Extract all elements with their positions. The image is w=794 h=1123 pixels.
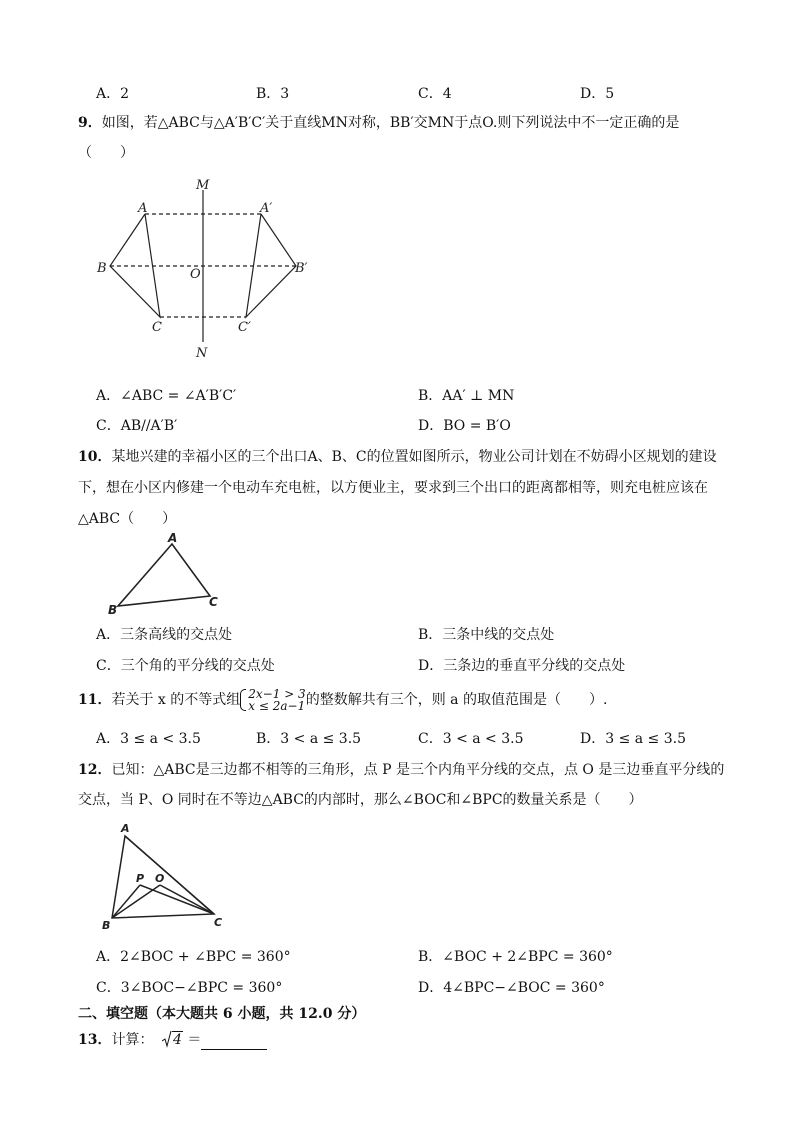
q8-option-a: A．2 xyxy=(96,86,130,102)
q11-suffix: 的整数解共有三个，则 a 的取值范围是（ ）. xyxy=(305,692,608,708)
q12-stem-line2: 交点，当 P、O 同时在不等边△ABC的内部时，那么∠BOC和∠BPC的数量关系是（ ） xyxy=(78,792,643,808)
q11-prefix: 若关于 x 的不等式组 xyxy=(111,692,241,708)
q9-paren: （ ） xyxy=(78,145,134,161)
q13-answer-blank[interactable] xyxy=(201,1035,267,1050)
q10-number: 10． xyxy=(78,449,112,465)
q9-figure xyxy=(90,172,330,364)
q12-label-o: O xyxy=(155,872,165,885)
q9-label-a: A xyxy=(138,201,148,216)
q9-option-d: D．BO = B′O xyxy=(418,418,511,434)
q12-line-pc xyxy=(140,885,214,914)
q10-triangle-abc xyxy=(118,544,210,606)
q8-option-d: D．5 xyxy=(580,86,615,102)
q12-label-c: C xyxy=(214,916,223,929)
section-2-title: 二、填空题（本大题共 6 小题，共 12.0 分） xyxy=(78,1006,366,1022)
q9-text: 如图，若△ABC与△A′B′C′关于直线MN对称，BB′交MN于点O.则下列说法中不一定正确的是 xyxy=(101,115,680,131)
q10-label-a: A xyxy=(168,532,178,545)
q12-text-line1: 已知：△ABC是三边都不相等的三角形，点 P 是三个内角平分线的交点，点 O 是三边垂直平分线的 xyxy=(111,762,725,778)
q13-prefix: 计算： xyxy=(111,1032,154,1048)
q10-option-b: B．三条中线的交点处 xyxy=(418,627,555,643)
q9-label-b: B xyxy=(97,261,107,276)
q9-label-c2: C′ xyxy=(238,320,251,335)
q13-stem xyxy=(78,1030,267,1050)
q10-option-c: C．三个角的平分线的交点处 xyxy=(96,658,275,674)
q12-number: 12． xyxy=(78,762,112,778)
q11-option-d: D．3 ≤ a ≤ 3.5 xyxy=(580,731,687,747)
q11-inequality-2: x ≤ 2a−1 xyxy=(248,699,306,713)
q10-figure xyxy=(100,532,230,618)
q13-sqrt xyxy=(162,1030,183,1050)
q8-option-c: C．4 xyxy=(418,86,452,102)
q11-option-a: A．3 ≤ a < 3.5 xyxy=(96,731,201,747)
q13-number: 13． xyxy=(78,1032,112,1048)
q12-figure xyxy=(98,820,233,932)
q10-stem-line2: 下，想在小区内修建一个电动车充电桩，以方便业主，要求到三个出口的距离都相等，则充电桩应该在 xyxy=(78,480,708,496)
q12-label-b: B xyxy=(102,919,111,932)
q13-equals: ＝ xyxy=(187,1032,202,1048)
q12-option-d: D．4∠BPC−∠BOC = 360° xyxy=(418,980,605,996)
q11-number: 11． xyxy=(78,692,112,708)
q12-option-c: C．3∠BOC−∠BPC = 360° xyxy=(96,980,283,996)
q11-option-b: B．3 < a ≤ 3.5 xyxy=(256,731,362,747)
q11-inequality-system xyxy=(240,688,305,712)
q10-option-a: A．三条高线的交点处 xyxy=(96,627,233,643)
sqrt-symbol-icon xyxy=(162,1030,172,1048)
q9-label-c: C xyxy=(152,320,162,335)
q12-option-a: A．2∠BOC + ∠BPC = 360° xyxy=(96,949,291,965)
q9-option-a: A．∠ABC = ∠A′B′C′ xyxy=(96,388,237,404)
q9-option-c: C．AB//A′B′ xyxy=(96,418,178,434)
q10-label-c: C xyxy=(209,595,218,609)
q10-option-d: D．三条边的垂直平分线的交点处 xyxy=(418,658,626,674)
q10-text-line1: 某地兴建的幸福小区的三个出口A、B、C的位置如图所示，物业公司计划在不妨碍小区规划的建设 xyxy=(111,449,717,465)
q8-option-b: B．3 xyxy=(256,86,290,102)
q9-option-b: B．AA′ ⊥ MN xyxy=(418,388,515,404)
q11-inequality-1: 2x−1 > 3 xyxy=(248,687,306,701)
q12-label-a: A xyxy=(121,822,130,835)
q10-stem-line3: △ABC（ ） xyxy=(78,511,177,527)
q9-label-m: M xyxy=(196,178,210,193)
q11-option-c: C．3 < a < 3.5 xyxy=(418,731,524,747)
q12-stem-line1 xyxy=(78,760,724,780)
q11-stem xyxy=(78,688,607,712)
q10-label-b: B xyxy=(108,603,118,617)
q9-stem xyxy=(78,113,679,133)
q12-option-b: B．∠BOC + 2∠BPC = 360° xyxy=(418,949,613,965)
q12-label-p: P xyxy=(136,872,145,885)
q13-radicand: 4 xyxy=(172,1032,182,1048)
q9-label-a2: A′ xyxy=(260,201,273,216)
q9-label-n: N xyxy=(196,346,208,361)
q9-label-o: O xyxy=(190,267,201,282)
q9-number: 9． xyxy=(78,115,102,131)
q9-label-b2: B′ xyxy=(295,261,308,276)
q10-stem-line1 xyxy=(78,447,717,467)
